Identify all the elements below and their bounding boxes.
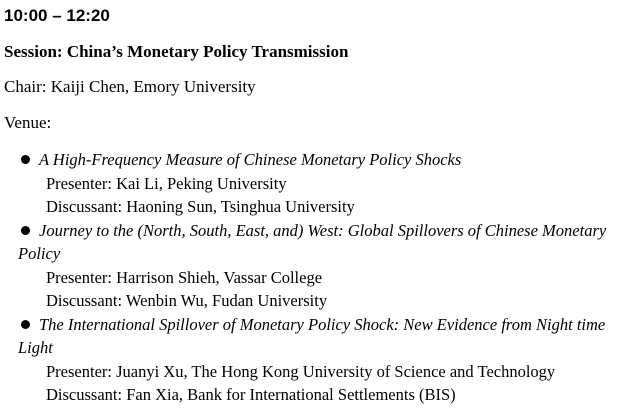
session-chair: Chair: Kaiji Chen, Emory University (4, 77, 256, 96)
paper-item (18, 219, 628, 313)
paper-discussant: Discussant: Haoning Sun, Tsinghua University (46, 197, 355, 216)
session-venue: Venue: (4, 113, 52, 132)
paper-discussant: Discussant: Wenbin Wu, Fudan University (46, 291, 328, 310)
paper-presenter: Presenter: Juanyi Xu, The Hong Kong University of Science and Technology (46, 361, 556, 381)
paper-title: A High-Frequency Measure of Chinese Monetary Policy Shocks (39, 150, 462, 169)
paper-title: The International Spillover of Monetary Policy Shock: New Evidence from Night time Light (18, 314, 606, 357)
bullet-icon (21, 155, 30, 164)
paper-title-line (18, 313, 628, 360)
paper-title: Journey to the (North, South, East, and) West: Global Spillovers of Chinese Monetary Policy (18, 220, 607, 263)
bullet-icon (21, 226, 30, 235)
session-time: 10:00 – 12:20 (4, 6, 110, 25)
paper-list (18, 148, 628, 407)
paper-presenter: Presenter: Harrison Shieh, Vassar College (46, 267, 323, 287)
paper-title-line (18, 219, 628, 266)
paper-discussant: Discussant: Fan Xia, Bank for International Settlements (BIS) (46, 385, 456, 404)
session-title: Session: China’s Monetary Policy Transmission (4, 42, 349, 61)
bullet-icon (21, 320, 30, 329)
paper-item (18, 148, 628, 219)
paper-title-line (18, 148, 628, 172)
paper-presenter: Presenter: Kai Li, Peking University (46, 173, 287, 193)
paper-item (18, 313, 628, 407)
